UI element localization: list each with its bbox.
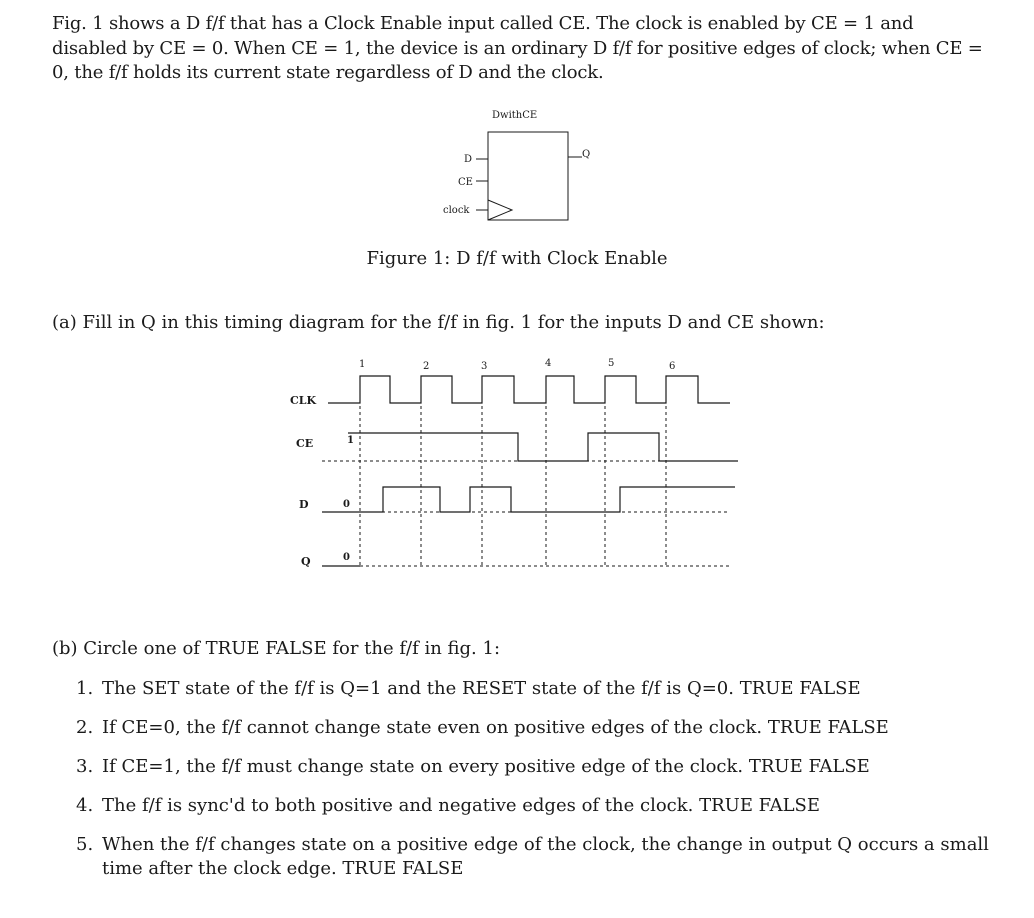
question-number: 1. — [76, 678, 94, 699]
signal-label-d: D — [299, 498, 309, 511]
edge-number-4: 4 — [545, 358, 552, 369]
question-number: 4. — [76, 795, 94, 816]
edge-numbers — [359, 358, 675, 372]
edge-number-5: 5 — [608, 358, 615, 369]
part-a-prompt: (a) Fill in Q in this timing diagram for the f/f in fig. 1 for the inputs D and CE shown: — [52, 312, 825, 333]
pin-q-label: Q — [582, 149, 591, 160]
part-b-prompt: (b) Circle one of TRUE FALSE for the f/f in fig. 1: — [52, 638, 501, 659]
figure-caption: Figure 1: D f/f with Clock Enable — [366, 248, 668, 269]
signal-label-clk: CLK — [290, 394, 317, 407]
clock-triangle — [488, 200, 512, 220]
intro-paragraph: Fig. 1 shows a D f/f that has a Clock Enable input called CE. The clock is enabled by CE = 1 and disabled by CE = 0. When CE = 1, the device is an ordinary D f/f for positive edges of clock; when CE = 0, the f/f holds its current state regardless of D and the clock. — [52, 13, 983, 83]
question-number: 5. — [76, 834, 94, 855]
timing-diagram — [280, 352, 750, 577]
d-initial-value: 0 — [343, 499, 350, 510]
signal-label-q: Q — [301, 555, 311, 568]
list-item — [76, 833, 996, 881]
list-item — [76, 677, 996, 701]
q-initial-value: 0 — [343, 552, 350, 563]
question-text: When the f/f changes state on a positive edge of the clock, the change in output Q occurs a small time after the clock edge. TRUE FALSE — [102, 834, 989, 879]
ce-waveform — [348, 433, 738, 461]
question-number: 3. — [76, 756, 94, 777]
edge-number-2: 2 — [423, 361, 430, 372]
question-text: The SET state of the f/f is Q=1 and the RESET state of the f/f is Q=0. TRUE FALSE — [102, 678, 861, 699]
question-text: If CE=1, the f/f must change state on every positive edge of the clock. TRUE FALSE — [102, 756, 870, 777]
edge-number-1: 1 — [359, 359, 366, 370]
question-text: The f/f is sync'd to both positive and negative edges of the clock. TRUE FALSE — [102, 795, 821, 816]
q-pin-line — [568, 157, 582, 159]
d-waveform — [322, 487, 735, 512]
edge-number-3: 3 — [481, 361, 488, 372]
signal-label-ce: CE — [296, 437, 314, 450]
list-item — [76, 794, 996, 818]
clk-waveform — [328, 376, 730, 403]
ff-body — [488, 132, 568, 220]
true-false-list — [76, 677, 996, 896]
dff-with-ce-diagram — [420, 100, 620, 230]
edge-number-6: 6 — [669, 361, 676, 372]
list-item — [76, 716, 996, 740]
pin-d-label: D — [464, 154, 473, 165]
block-title: DwithCE — [492, 110, 538, 121]
edge-markers — [360, 376, 666, 567]
pin-ce-label: CE — [458, 177, 473, 188]
question-number: 2. — [76, 717, 94, 738]
list-item — [76, 755, 996, 779]
question-text: If CE=0, the f/f cannot change state even on positive edges of the clock. TRUE FALSE — [102, 717, 889, 738]
ce-initial-value: 1 — [347, 435, 354, 446]
pin-clock-label: clock — [443, 205, 470, 216]
